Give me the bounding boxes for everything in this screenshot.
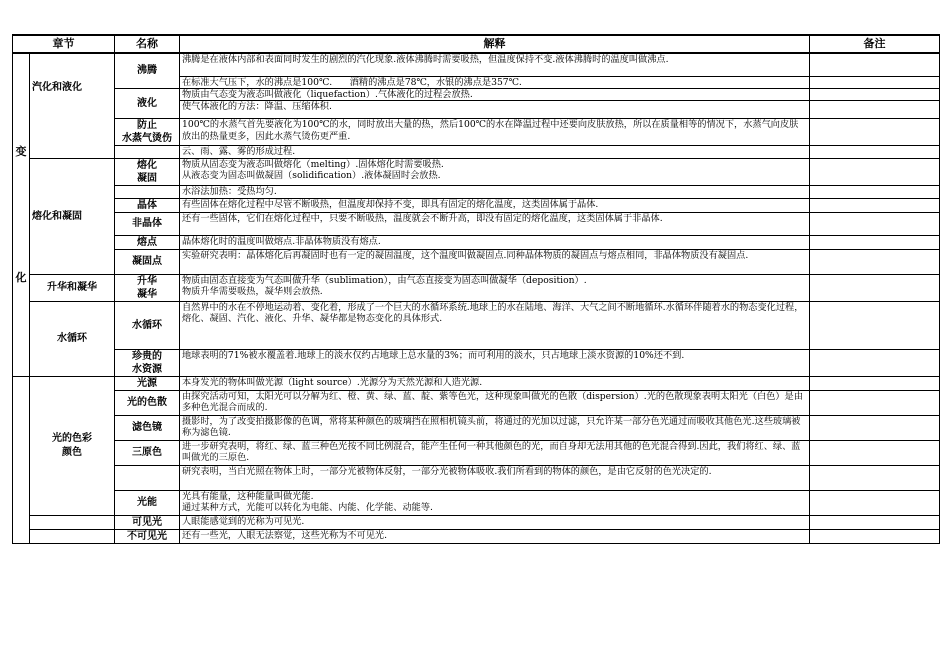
remark-cell[interactable] bbox=[810, 249, 940, 274]
header-name[interactable]: 名称 bbox=[115, 35, 180, 53]
name-cell[interactable]: 可见光 bbox=[115, 515, 180, 529]
explanation-cell[interactable]: 研究表明，当白光照在物体上时，一部分光被物体反射，一部分光被物体吸收.我们所看到的物体的颜色，是由它反射的色光决定的. bbox=[180, 465, 810, 490]
explanation-cell[interactable]: 本身发光的物体叫做光源（light source）.光源分为天然光源和人造光源. bbox=[180, 376, 810, 390]
name-cell[interactable]: 凝固点 bbox=[115, 249, 180, 274]
name-cell[interactable]: 升华 凝华 bbox=[115, 274, 180, 301]
chapter-cell[interactable] bbox=[13, 376, 30, 543]
remark-cell[interactable] bbox=[810, 53, 940, 76]
header-row bbox=[13, 35, 940, 53]
explanation-cell[interactable]: 物质由气态变为液态叫做液化（liquefaction）.气体液化的过程会放热. bbox=[180, 88, 810, 100]
explanation-cell[interactable]: 使气体液化的方法：降温、压缩体积. bbox=[180, 101, 810, 119]
name-cell[interactable]: 不可见光 bbox=[115, 529, 180, 543]
name-cell[interactable]: 沸腾 bbox=[115, 53, 180, 88]
explanation-cell[interactable]: 自然界中的水在不停地运动着、变化着，形成了一个巨大的水循环系统.地球上的水在陆地、海洋、大气之间不断地循环.水循环伴随着水的物态变化过程，熔化、凝固、汽化、液化、升华、凝华都是物态变化的具体形式. bbox=[180, 301, 810, 349]
remark-cell[interactable] bbox=[810, 101, 940, 119]
remark-cell[interactable] bbox=[810, 349, 940, 376]
name-cell[interactable]: 珍贵的 水资源 bbox=[115, 349, 180, 376]
remark-cell[interactable] bbox=[810, 390, 940, 415]
name-cell[interactable]: 光源 bbox=[115, 376, 180, 390]
notes-table bbox=[12, 34, 940, 544]
name-cell[interactable]: 光的色散 bbox=[115, 390, 180, 415]
section-cell[interactable]: 水循环 bbox=[30, 301, 115, 376]
name-cell[interactable]: 非晶体 bbox=[115, 212, 180, 235]
table-row bbox=[13, 301, 940, 349]
remark-cell[interactable] bbox=[810, 88, 940, 100]
table-row bbox=[13, 158, 940, 185]
remark-cell[interactable] bbox=[810, 119, 940, 146]
remark-cell[interactable] bbox=[810, 440, 940, 465]
table-row bbox=[13, 529, 940, 543]
remark-cell[interactable] bbox=[810, 529, 940, 543]
table-row bbox=[13, 53, 940, 76]
remark-cell[interactable] bbox=[810, 515, 940, 529]
remark-cell[interactable] bbox=[810, 76, 940, 88]
explanation-cell[interactable]: 在标准大气压下，水的沸点是100℃. 酒精的沸点是78℃，水银的沸点是357℃. bbox=[180, 76, 810, 88]
explanation-cell[interactable]: 进一步研究表明，将红、绿、蓝三种色光按不同比例混合，能产生任何一种其他颜色的光，而自身却无法用其他的色光混合得到.因此，我们将红、绿、蓝叫做光的三原色. bbox=[180, 440, 810, 465]
explanation-cell[interactable]: 沸腾是在液体内部和表面同时发生的剧烈的汽化现象.液体沸腾时需要吸热，但温度保持不变.液体沸腾时的温度叫做沸点. bbox=[180, 53, 810, 76]
section-cell[interactable]: 升华和凝华 bbox=[30, 274, 115, 301]
table-row bbox=[13, 88, 940, 100]
explanation-cell[interactable]: 100℃的水蒸气首先要液化为100℃的水，同时放出大量的热，然后100℃的水在降温过程中还要向皮肤放热，所以在质量相等的情况下，水蒸气向皮肤放出的热量更多，因此水蒸气烫伤更严重. bbox=[180, 119, 810, 146]
explanation-cell[interactable]: 由探究活动可知，太阳光可以分解为红、橙、黄、绿、蓝、靛、紫等色光，这种现象叫做光的色散（dispersion）.光的色散现象表明太阳光（白色）是由多种色光混合而成的. bbox=[180, 390, 810, 415]
table-row bbox=[13, 146, 940, 158]
explanation-cell[interactable]: 摄影时，为了改变拍摄影像的色调，常将某种颜色的玻璃挡在照相机镜头前，将通过的光加以过滤，只允许某一部分色光通过而吸收其他色光.这些玻璃被称为滤色镜. bbox=[180, 415, 810, 440]
table-row bbox=[13, 198, 940, 212]
name-cell[interactable] bbox=[115, 465, 180, 490]
explanation-cell[interactable]: 还有一些固体，它们在熔化过程中，只要不断吸热，温度就会不断升高，即没有固定的熔化温度，这类固体属于非晶体. bbox=[180, 212, 810, 235]
section-cell[interactable]: 光的色彩 颜色 bbox=[30, 376, 115, 515]
name-cell[interactable]: 三原色 bbox=[115, 440, 180, 465]
section-cell[interactable]: 汽化和液化 bbox=[30, 53, 115, 158]
header-chapter[interactable]: 章节 bbox=[13, 35, 115, 53]
explanation-cell[interactable]: 有些固体在熔化过程中尽管不断吸热，但温度却保持不变，即具有固定的熔化温度，这类固体属于晶体. bbox=[180, 198, 810, 212]
section-cell[interactable] bbox=[30, 529, 115, 543]
table-row bbox=[13, 440, 940, 465]
explanation-cell[interactable]: 光具有能量，这种能量叫做光能. 通过某种方式，光能可以转化为电能、内能、化学能、动能等. bbox=[180, 490, 810, 515]
name-cell[interactable]: 晶体 bbox=[115, 198, 180, 212]
remark-cell[interactable] bbox=[810, 415, 940, 440]
table-row bbox=[13, 235, 940, 249]
remark-cell[interactable] bbox=[810, 146, 940, 158]
header-explanation[interactable]: 解释 bbox=[180, 35, 810, 53]
explanation-cell[interactable]: 水浴法加热：受热均匀. bbox=[180, 185, 810, 198]
chapter-cell[interactable]: 变 化 bbox=[13, 53, 30, 376]
remark-cell[interactable] bbox=[810, 185, 940, 198]
table-row bbox=[13, 465, 940, 490]
header-remark[interactable]: 备注 bbox=[810, 35, 940, 53]
remark-cell[interactable] bbox=[810, 376, 940, 390]
remark-cell[interactable] bbox=[810, 198, 940, 212]
explanation-cell[interactable]: 人眼能感觉到的光称为可见光. bbox=[180, 515, 810, 529]
table-row bbox=[13, 490, 940, 515]
name-cell[interactable]: 液化 bbox=[115, 88, 180, 118]
section-cell[interactable]: 熔化和凝固 bbox=[30, 158, 115, 274]
table-row bbox=[13, 185, 940, 198]
explanation-cell[interactable]: 物质从固态变为液态叫做熔化（melting）.固体熔化时需要吸热. 从液态变为固态叫做凝固（solidification）.液体凝固时会放热. bbox=[180, 158, 810, 185]
table-row bbox=[13, 274, 940, 301]
name-cell[interactable]: 熔化 凝固 bbox=[115, 158, 180, 185]
name-cell[interactable]: 水循环 bbox=[115, 301, 180, 349]
section-cell[interactable] bbox=[30, 515, 115, 529]
remark-cell[interactable] bbox=[810, 158, 940, 185]
remark-cell[interactable] bbox=[810, 465, 940, 490]
table-row bbox=[13, 249, 940, 274]
explanation-cell[interactable]: 地球表明的71%被水覆盖着.地球上的淡水仅约占地球上总水量的3%；而可利用的淡水，只占地球上淡水资源的10%还不到. bbox=[180, 349, 810, 376]
remark-cell[interactable] bbox=[810, 235, 940, 249]
table-row bbox=[13, 415, 940, 440]
remark-cell[interactable] bbox=[810, 212, 940, 235]
table-row bbox=[13, 376, 940, 390]
explanation-cell[interactable]: 物质由固态直接变为气态叫做升华（sublimation），由气态直接变为固态叫做凝华（deposition）. 物质升华需要吸热，凝华则会放热. bbox=[180, 274, 810, 301]
name-cell[interactable]: 滤色镜 bbox=[115, 415, 180, 440]
remark-cell[interactable] bbox=[810, 274, 940, 301]
table-row bbox=[13, 515, 940, 529]
explanation-cell[interactable]: 云、雨、露、雾的形成过程. bbox=[180, 146, 810, 158]
table-row bbox=[13, 349, 940, 376]
name-cell[interactable] bbox=[115, 185, 180, 198]
remark-cell[interactable] bbox=[810, 490, 940, 515]
table-row bbox=[13, 212, 940, 235]
name-cell[interactable] bbox=[115, 146, 180, 158]
explanation-cell[interactable]: 还有一些光，人眼无法察觉，这些光称为不可见光. bbox=[180, 529, 810, 543]
explanation-cell[interactable]: 晶体熔化时的温度叫做熔点.非晶体物质没有熔点. bbox=[180, 235, 810, 249]
explanation-cell[interactable]: 实验研究表明：晶体熔化后再凝固时也有一定的凝固温度，这个温度叫做凝固点.同种晶体物质的凝固点与熔点相同，非晶体物质没有凝固点. bbox=[180, 249, 810, 274]
table-row bbox=[13, 390, 940, 415]
name-cell[interactable]: 防止 水蒸气烫伤 bbox=[115, 119, 180, 146]
remark-cell[interactable] bbox=[810, 301, 940, 349]
name-cell[interactable]: 熔点 bbox=[115, 235, 180, 249]
name-cell[interactable]: 光能 bbox=[115, 490, 180, 515]
table-row bbox=[13, 119, 940, 146]
